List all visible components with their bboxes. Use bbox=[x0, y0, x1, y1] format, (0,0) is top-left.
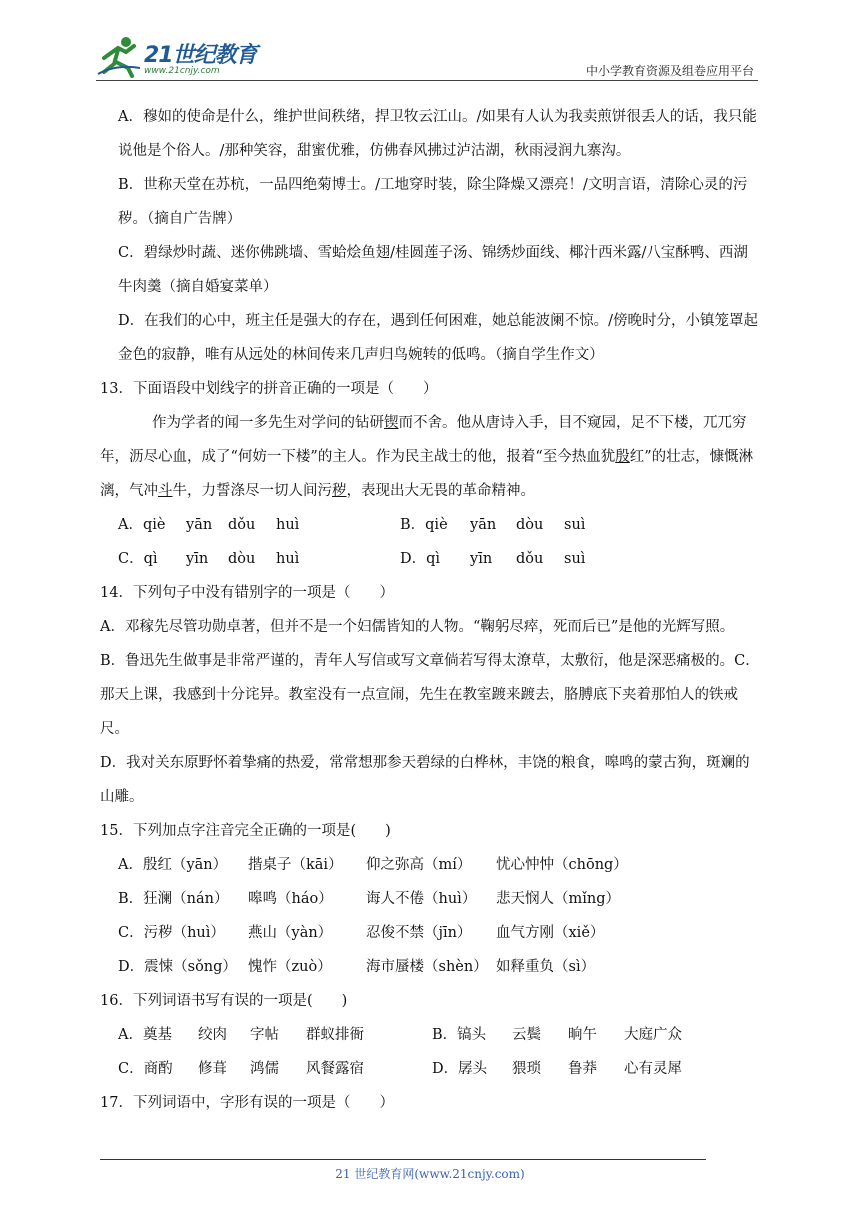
q15-row: C．污秽（huì） 燕山（yàn） 忍俊不禁（jīn） 血气方刚（xiě） bbox=[118, 925, 605, 941]
header-divider bbox=[96, 80, 758, 81]
runner-logo-icon bbox=[96, 34, 142, 78]
q15-row: D．震悚（sǒng） 愧怍（zuò） 海市蜃楼（shèn） 如释重负（sì） bbox=[118, 959, 596, 975]
document-body bbox=[100, 100, 760, 1120]
q14-option-d: D．我对关东原野怀着挚痛的热爱，常常想那参天碧绿的白桦林，丰饶的粮食，嗥鸣的蒙古狗，斑斓的山雕。 bbox=[100, 755, 750, 805]
q14-option-a: A．邓稼先尽管功勋卓著，但并不是一个妇儒皆知的人物。“鞠躬尽瘁，死而后已”是他的光辉写照。 bbox=[100, 619, 735, 635]
q13-passage: 作为学者的闻一多先生对学问的钻研锲而不舍。他从唐诗入手，目不窥园，足不下楼，兀兀穷年，沥尽心血，成了“何妨一下楼”的主人。作为民主战士的他，报着“至今热血犹殷红”的壮志，慷慨淋漓，气冲斗牛，力誓涤尽一切人间污秽，表现出大无畏的革命精神。 bbox=[100, 415, 754, 499]
q15-row: A．殷红（yān） 揩桌子（kāi） 仰之弥高（mí） 忧心忡忡（chōng） bbox=[118, 857, 628, 873]
q12-option-a: A．穆如的使命是什么，维护世间秩绪，捍卫牧云江山。/如果有人认为我卖煎饼很丢人的话，我只能说他是个俗人。/那种笑容，甜蜜优雅，仿佛春风拂过泸沽湖，秋雨浸润九寨沟。 bbox=[118, 109, 757, 159]
logo-url: www.21cnjy.com bbox=[144, 66, 220, 76]
footer-text[interactable]: 21 世纪教育网(www.21cnjy.com) bbox=[335, 1167, 525, 1181]
underlined-char: 殷 bbox=[615, 449, 630, 465]
q13-options-row-1: A．qiè yān dǒu huì B．qiè yān dòu suì bbox=[118, 517, 586, 533]
q16-stem: 16．下列词语书写有误的一项是( ) bbox=[100, 993, 348, 1009]
q12-option-d: D．在我们的心中，班主任是强大的存在，遇到任何困难，她总能波阑不惊。/傍晚时分，小镇笼罩起金色的寂静，唯有从远处的林间传来几声归鸟婉转的低鸣。（摘自学生作文） bbox=[118, 313, 759, 363]
underlined-char: 秽 bbox=[332, 483, 347, 499]
logo-text: 21世纪教育 bbox=[144, 43, 257, 68]
q15-stem: 15．下列加点字注音完全正确的一项是( ) bbox=[100, 823, 391, 839]
underlined-char: 斗 bbox=[158, 483, 173, 499]
q16-row: A．奠基 绞肉 字帖 群蚁排衙 B．镐头 云鬓 晌午 大庭广众 bbox=[118, 1027, 682, 1043]
q14-stem: 14．下列句子中没有错别字的一项是（ ） bbox=[100, 585, 394, 601]
q16-row: C．商酌 修葺 鸿儒 风餐露宿 D．孱头 猥琐 鲁莽 心有灵犀 bbox=[118, 1061, 682, 1077]
page-header bbox=[0, 0, 860, 90]
q15-row: B．狂澜（nán） 嗥鸣（háo） 诲人不倦（huì） 悲天悯人（mǐng） bbox=[118, 891, 621, 907]
underlined-char: 锲 bbox=[384, 415, 399, 431]
platform-title: 中小学教育资源及组卷应用平台 bbox=[585, 64, 754, 78]
footer-divider bbox=[100, 1159, 706, 1160]
q12-option-b: B．世称天堂在苏杭，一品四绝菊博士。/工地穿时装，除尘降燥又漂亮！/文明言语，清除心灵的污秽。（摘自广告牌） bbox=[118, 177, 748, 227]
q13-stem: 13．下面语段中划线字的拼音正确的一项是（ ） bbox=[100, 381, 438, 397]
q14-option-bc: B．鲁迅先生做事是非常严谨的，青年人写信或写文章倘若写得太潦草，太敷衍，他是深恶痛极的。C．那天上课，我感到十分诧异。教室没有一点宣闹，先生在教室踱来踱去，胳膊底下夹着那怕人的铁戒尺。 bbox=[100, 653, 760, 737]
q13-options-row-2: C．qì yīn dòu huì D．qì yīn dǒu suì bbox=[118, 551, 586, 567]
q12-option-c: C．碧绿炒时蔬、迷你佛跳墙、雪蛤烩鱼翅/桂圆莲子汤、锦绣炒面线、椰汁西米露/八宝酥鸭、西湖牛肉羹（摘自婚宴菜单） bbox=[118, 245, 748, 295]
logo bbox=[96, 34, 266, 78]
q17-stem: 17．下列词语中，字形有误的一项是（ ） bbox=[100, 1095, 394, 1111]
